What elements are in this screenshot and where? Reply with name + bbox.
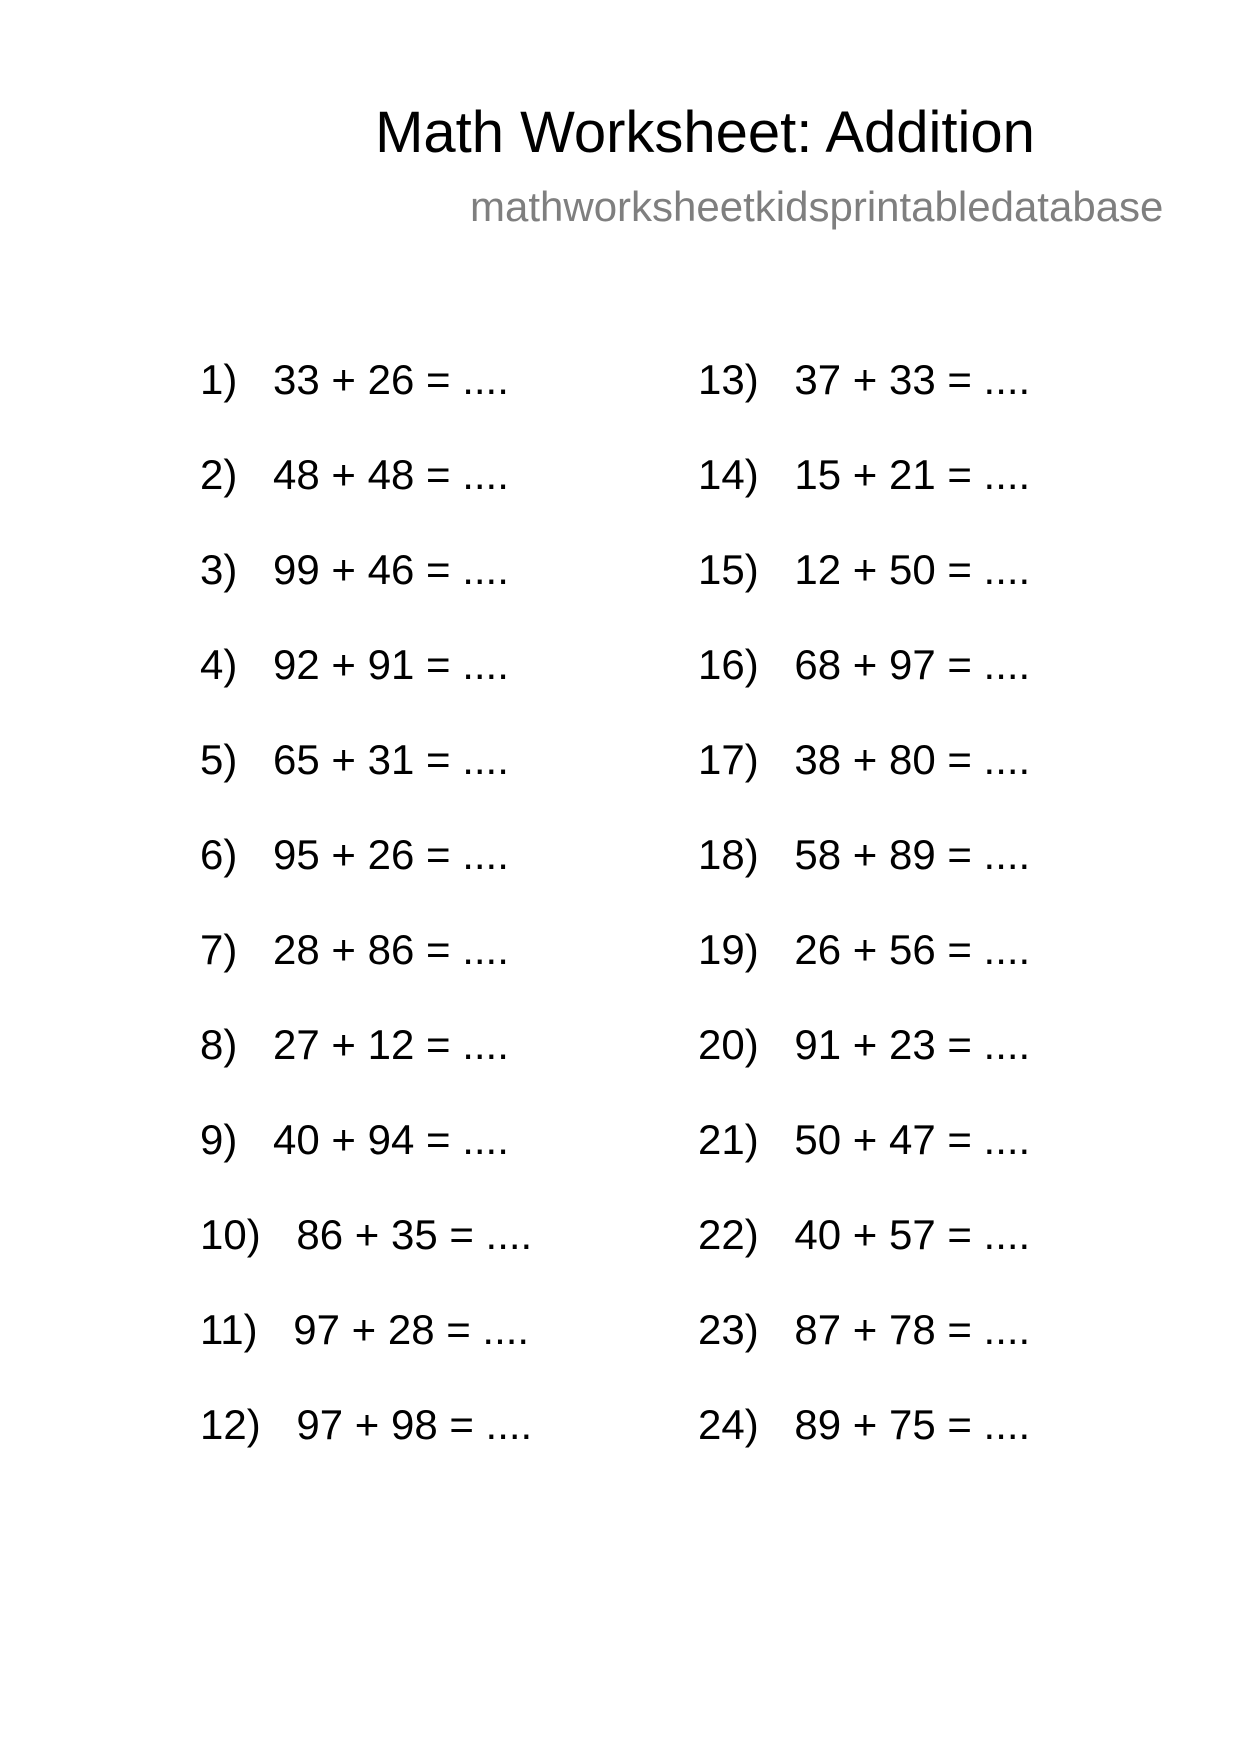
- problem-expression: 40 + 57 = ....: [794, 1211, 1031, 1258]
- problem-item: [200, 1020, 509, 1070]
- problem-expression: 58 + 89 = ....: [794, 831, 1031, 878]
- site-watermark: mathworksheetkidsprintabledatabase: [470, 183, 1164, 230]
- problem-expression: 68 + 97 = ....: [794, 641, 1031, 688]
- problem-item: [698, 1115, 1030, 1165]
- problem-item: [200, 545, 509, 595]
- problem-item: [698, 830, 1030, 880]
- problem-number: 20): [698, 1021, 759, 1068]
- problem-item: [698, 1400, 1030, 1450]
- problem-number: 19): [698, 926, 759, 973]
- problem-item: [698, 640, 1030, 690]
- problem-item: [698, 450, 1030, 500]
- problem-item: [698, 1305, 1030, 1355]
- problem-expression: 97 + 98 = ....: [296, 1401, 533, 1448]
- problem-number: 22): [698, 1211, 759, 1258]
- problem-expression: 65 + 31 = ....: [273, 736, 509, 783]
- problem-number: 9): [200, 1116, 238, 1163]
- problem-item: [698, 1210, 1030, 1260]
- problem-expression: 95 + 26 = ....: [273, 831, 509, 878]
- page-title: Math Worksheet: Addition: [375, 100, 1035, 165]
- problem-number: 17): [698, 736, 759, 783]
- problem-expression: 28 + 86 = ....: [273, 926, 509, 973]
- problem-item: [200, 735, 509, 785]
- problem-expression: 87 + 78 = ....: [794, 1306, 1031, 1353]
- problem-expression: 27 + 12 = ....: [273, 1021, 509, 1068]
- problem-expression: 26 + 56 = ....: [794, 926, 1031, 973]
- problem-item: [698, 1020, 1030, 1070]
- problem-number: 7): [200, 926, 238, 973]
- problem-item: [200, 1210, 532, 1260]
- problem-number: 12): [200, 1401, 261, 1448]
- problem-number: 4): [200, 641, 238, 688]
- problem-number: 15): [698, 546, 759, 593]
- problem-item: [200, 925, 509, 975]
- problem-expression: 86 + 35 = ....: [296, 1211, 533, 1258]
- problem-expression: 92 + 91 = ....: [273, 641, 509, 688]
- problem-expression: 37 + 33 = ....: [794, 356, 1031, 403]
- problem-number: 8): [200, 1021, 238, 1068]
- problem-item: [698, 925, 1030, 975]
- problem-expression: 97 + 28 = ....: [293, 1306, 530, 1353]
- problem-item: [200, 1115, 509, 1165]
- problem-number: 1): [200, 356, 238, 403]
- problem-expression: 15 + 21 = ....: [794, 451, 1031, 498]
- problem-item: [698, 545, 1030, 595]
- problem-expression: 91 + 23 = ....: [794, 1021, 1031, 1068]
- problem-item: [698, 735, 1030, 785]
- problem-item: [200, 640, 509, 690]
- problem-expression: 99 + 46 = ....: [273, 546, 509, 593]
- problem-number: 23): [698, 1306, 759, 1353]
- problem-number: 3): [200, 546, 238, 593]
- problem-expression: 50 + 47 = ....: [794, 1116, 1031, 1163]
- problem-expression: 89 + 75 = ....: [794, 1401, 1031, 1448]
- problem-number: 10): [200, 1211, 261, 1258]
- problem-number: 2): [200, 451, 238, 498]
- problem-item: [200, 1305, 529, 1355]
- problem-item: [200, 355, 509, 405]
- problem-number: 5): [200, 736, 238, 783]
- problem-expression: 33 + 26 = ....: [273, 356, 509, 403]
- problem-expression: 12 + 50 = ....: [794, 546, 1031, 593]
- problem-number: 21): [698, 1116, 759, 1163]
- problem-expression: 48 + 48 = ....: [273, 451, 509, 498]
- problem-expression: 38 + 80 = ....: [794, 736, 1031, 783]
- problem-item: [200, 1400, 532, 1450]
- problem-expression: 40 + 94 = ....: [273, 1116, 509, 1163]
- problem-item: [698, 355, 1030, 405]
- problem-number: 13): [698, 356, 759, 403]
- problem-number: 24): [698, 1401, 759, 1448]
- problem-number: 6): [200, 831, 238, 878]
- problem-number: 11): [200, 1306, 258, 1353]
- problem-number: 18): [698, 831, 759, 878]
- problem-item: [200, 450, 509, 500]
- problem-number: 14): [698, 451, 759, 498]
- problem-number: 16): [698, 641, 759, 688]
- problem-item: [200, 830, 509, 880]
